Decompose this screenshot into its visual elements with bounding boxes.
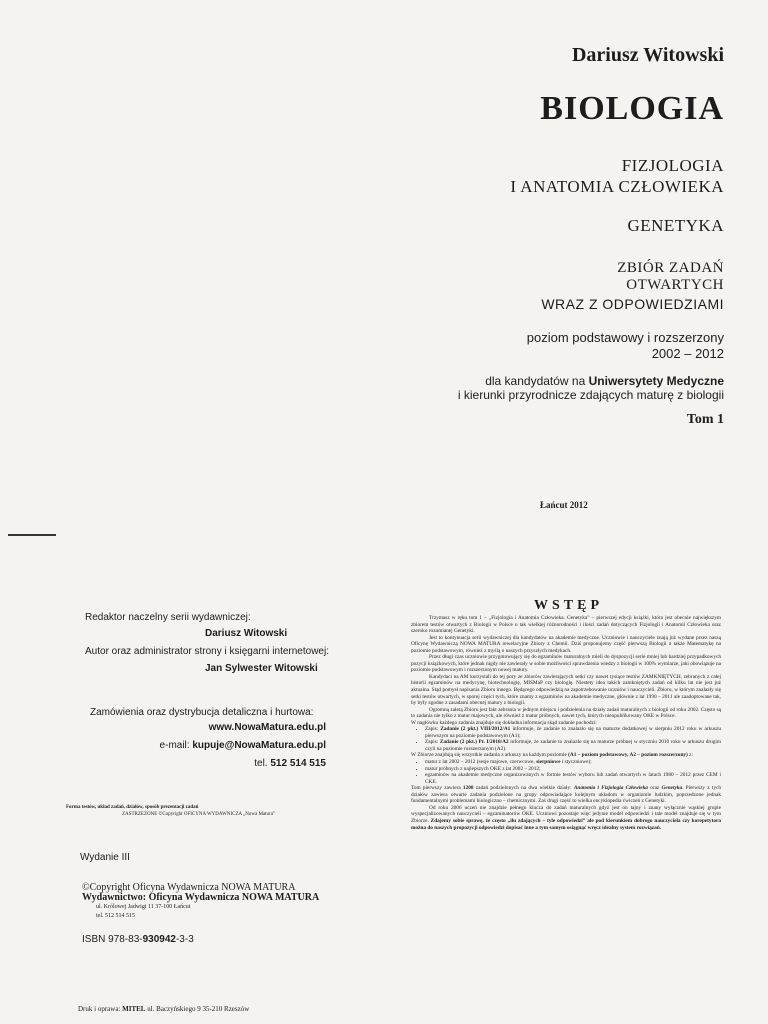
audience-info (458, 374, 724, 402)
list-item: • matur próbnych z najlepszych OKE z lat 2002 – 2012; (425, 766, 721, 773)
paragraph: Kandydaci na AM korzystali do tej pory ze zbiorów zawierających setki czy nawet tysiące testów ZAMKNIĘTYCH, zebranych z całej historii egzaminów na medycynę, biotechnologię, MISMaP czy biologię. Niestety idea takich zamkniętych zadań od kilku lat nie jest już aktualna. Stąd pomysł napisania Zbioru innego. Będącego odpowiedzią na zapotrzebowanie uczniów i nauczycieli. Zbioru, w którym znalazły się setki testów otwartych, w sporej części tych, które znamy z egzaminów na akademie medyczne, głównie z lat 1990 – 2011 ale zaadoptowane tak, by były zgodne z zasadami obecnej matury z biologii. (411, 673, 721, 707)
paragraph (411, 785, 721, 805)
rights-line: ZASTRZEŻONE ©Copyright OFICYNA WYDAWNICZA „Nowa Matura” (122, 812, 276, 817)
item-prefix: Zapis: (425, 726, 441, 733)
orders-label: Zamówienia oraz dystrybucja detaliczna i hurtowa: (90, 707, 314, 718)
publisher-block (82, 883, 319, 921)
level-info (527, 330, 724, 362)
year-range: 2002 – 2012 (651, 346, 724, 361)
para-text: Tom pierwszy zawiera (411, 785, 463, 792)
para-bold: (A1 – poziom podstawowy, A2 – poziom rozszerzony) (568, 752, 688, 759)
website: www.NowaMatura.edu.pl (208, 722, 326, 733)
item-prefix: Zapis: (425, 739, 440, 746)
isbn-prefix: ISBN 978-83- (82, 934, 143, 945)
item-text: informuje, że zadanie to znalazło się na maturze dodatkowej w sierpniu 2012 roku w arkuszu pierwszym na poziomie podstawowym (A1); (425, 726, 721, 739)
para-bold: Zdajemy sobie sprawę, że często „ilu zdających – tyle odpowiedzi” ale pod kierunkiem dobrego nauczyciela czy korepetytora można do naszych propozycji odpowiedzi dopisać inne a tym samym osiągnąć wręcz idealny system rozwiązań. (411, 817, 721, 831)
source-list (411, 726, 721, 752)
list-item: • egzaminów na akademie medyczne organizowanych w formie testów wyboru lub zadań otwartych w latach 1980 – 2012 przez CEM i CKE. (425, 772, 721, 785)
author-name: Dariusz Witowski (571, 44, 724, 66)
list-item (425, 726, 721, 739)
phone-line (254, 758, 326, 769)
printer-address: ul. Baczyńskiego 9 35-210 Rzeszów (145, 1005, 250, 1013)
email-label: e-mail: (159, 740, 193, 751)
collection-line: OTWARTYCH (626, 277, 724, 293)
phone-number: 512 514 515 (270, 758, 326, 769)
address-phone: tel. 512 514 515 (96, 913, 135, 919)
subtitle-line: I ANATOMIA CZŁOWIEKA (510, 177, 724, 196)
with-answers: WRAZ Z ODPOWIEDZIAMI (541, 296, 724, 312)
list-item (425, 739, 721, 752)
isbn-suffix: -3-3 (175, 934, 194, 945)
address-line: ul. Królowej Jadwigi 11 37-100 Łańcut (96, 904, 191, 910)
exam-list (411, 759, 721, 785)
paragraph (411, 805, 721, 831)
paragraph: Ogromną zaletą Zbioru jest fakt zebrania w jednym miejscu i podzielenia na działy zadań maturalnych z biologii od roku 2002. Często są to zadania nie tylko z matur majowych, ale również z matur próbnych, nawet tych, których nieopublikowany OKE w Polsce. (411, 706, 721, 720)
para-text: W Zbiorze znajdują się wszystkie zadania z arkuszy na każdym poziomie (411, 752, 567, 759)
para-italic: Genetyka (661, 785, 683, 792)
copyright-line: ©Copyright Oficyna Wydawnicza NOWA MATURA (82, 882, 296, 893)
admin-label: Autor oraz administrator strony i księgarni internetowej: (85, 646, 329, 657)
audience-line: i kierunki przyrodnicze zdających maturę z biologii (457, 388, 724, 402)
introduction-title: WSTĘP (534, 598, 604, 613)
book-subtitle (510, 155, 724, 197)
isbn-bold: 930942 (142, 934, 176, 945)
item-end: i styczniowe); (560, 759, 592, 766)
paragraph: Przez długi czas uczniowie przygotowujący się do egzaminów maturalnych mieli do dyspozycji serie mniej lub bardziej przypadkowych pozycji książkowych, które jednak nigdy nie zawierały w sobie możliwości sprawdzenia wiedzy z biologii w 100% wymiarze, jaki obowiązuje na poziomie podstawowym i rozszerzonym nowej matury. (411, 654, 721, 674)
phone-label: tel. (254, 758, 271, 769)
para-end: z: (687, 752, 693, 759)
para-text: zadań podzielonych na dwa wielkie działy: (473, 785, 574, 792)
item-text: informuje, że zadanie to znalazło się na maturze próbnej w styczniu 2010 roku w arkuszu drugim czyli na poziomie rozszerzonym (A2). (425, 739, 721, 752)
item-code: Zadanie (2 pkt.) VIII/2012/A1 (440, 726, 511, 733)
para-italic: Anatomia i Fizjologia Człowieka (573, 785, 648, 792)
para-text: Od roku 2006 uczeń nie znajdzie pełnego klucza do zadań maturalnych gdyż jest on tajny i znany wyłącznie wąskiej grupie wyspecjalizowanych nauczycieli – egzaminatorów OKE. Uczniowi pozostaje więc jedynie model odpowiedzi i tale model znajduje się w tym Zbiorze. (411, 804, 721, 824)
book-title: BIOLOGIA (540, 90, 724, 127)
publisher-line: Wydawnictwo: Oficyna Wydawnicza NOWA MATURA (82, 892, 320, 903)
level-line: poziom podstawowy i rozszerzony (526, 330, 724, 345)
divider-mark (8, 534, 56, 536)
item-code: Zadanie (2 pkt.) Pr. I/2010/A2 (439, 739, 509, 746)
audience-prefix: dla kandydatów na (485, 374, 589, 388)
rights-line: Forma testów, układ zadań, działów, sposób prezentacji zadań (66, 805, 199, 810)
para-bold: 1208 (462, 785, 474, 792)
para-text: . Pierwszy z tych działów zawiera otwarte zadania podzielone na grupy odpowiadające kolejnym układom w organizmie ludzkim, poprzedzone jednak fundamentalnymi problemami biologiczno – chemicznymi. Zaś drugi część to wielka encyklopedia ćwiczeń z Genetyki. (411, 785, 721, 805)
introduction-body (411, 615, 721, 1024)
subtitle-line: FIZJOLOGIA (621, 156, 724, 175)
email-line (160, 740, 326, 751)
printer-line (78, 1005, 249, 1013)
paragraph: Trzymasz w ręku tom 1 – „Fizjologia i Anatomia Człowieka. Genetyka” – pierwszej edycji książki, która jest obecnie największym zbiorem testów otwartych z Biologii w Polsce o tak wielkiej różnorodności i ilości zadań dotyczących Fizjologii i Anatomii Człowieka oraz szeroko rozumianej Genetyki. (411, 615, 721, 635)
item-text: matur z lat 2002 – 2012 (sesje majowe, czerwcowe, (425, 759, 537, 766)
email-address: kupuje@NowaMatura.edu.pl (192, 740, 326, 751)
volume-label: Tom 1 (686, 412, 724, 427)
edition: Wydanie III (80, 852, 130, 863)
para-text: oraz (647, 785, 662, 792)
collection-line: ZBIÓR ZADAŃ (617, 260, 724, 276)
editor-name: Dariusz Witowski (205, 628, 288, 639)
audience-line (458, 374, 724, 388)
admin-name: Jan Sylwester Witowski (205, 663, 318, 674)
audience-bold: Uniwersytety Medyczne (588, 374, 724, 388)
printer-name: MITEL (122, 1005, 146, 1013)
collection-title (617, 260, 724, 294)
isbn (82, 934, 194, 945)
printer-label: Druk i oprawa: (78, 1005, 123, 1013)
rights-note (66, 804, 275, 818)
paragraph: Jest to kontynuacja serii wydawniczej dla kandydatów na akademie medyczne. Uczniowie i nauczyciele znają już wydane przez naszą Oficynę Wydawniczą NOWA MATURA rewelacyjne Zbiory z Chemii. Dziś proponujemy część pierwszą Biologii a także Matematykę na poziomie podstawowym, również z myślą o naszych przyszłych medykach. (411, 634, 721, 654)
item-bold: sierpniowe (536, 759, 561, 766)
subtitle-genetyka: GENETYKA (627, 216, 724, 235)
editor-label: Redaktor naczelny serii wydawniczej: (85, 612, 251, 623)
paragraph: W nagłówku każdego zadania znajduje się dokładna informacja skąd zadanie pochodzi: (411, 719, 597, 726)
place-year: Łańcut 2012 (540, 500, 588, 510)
